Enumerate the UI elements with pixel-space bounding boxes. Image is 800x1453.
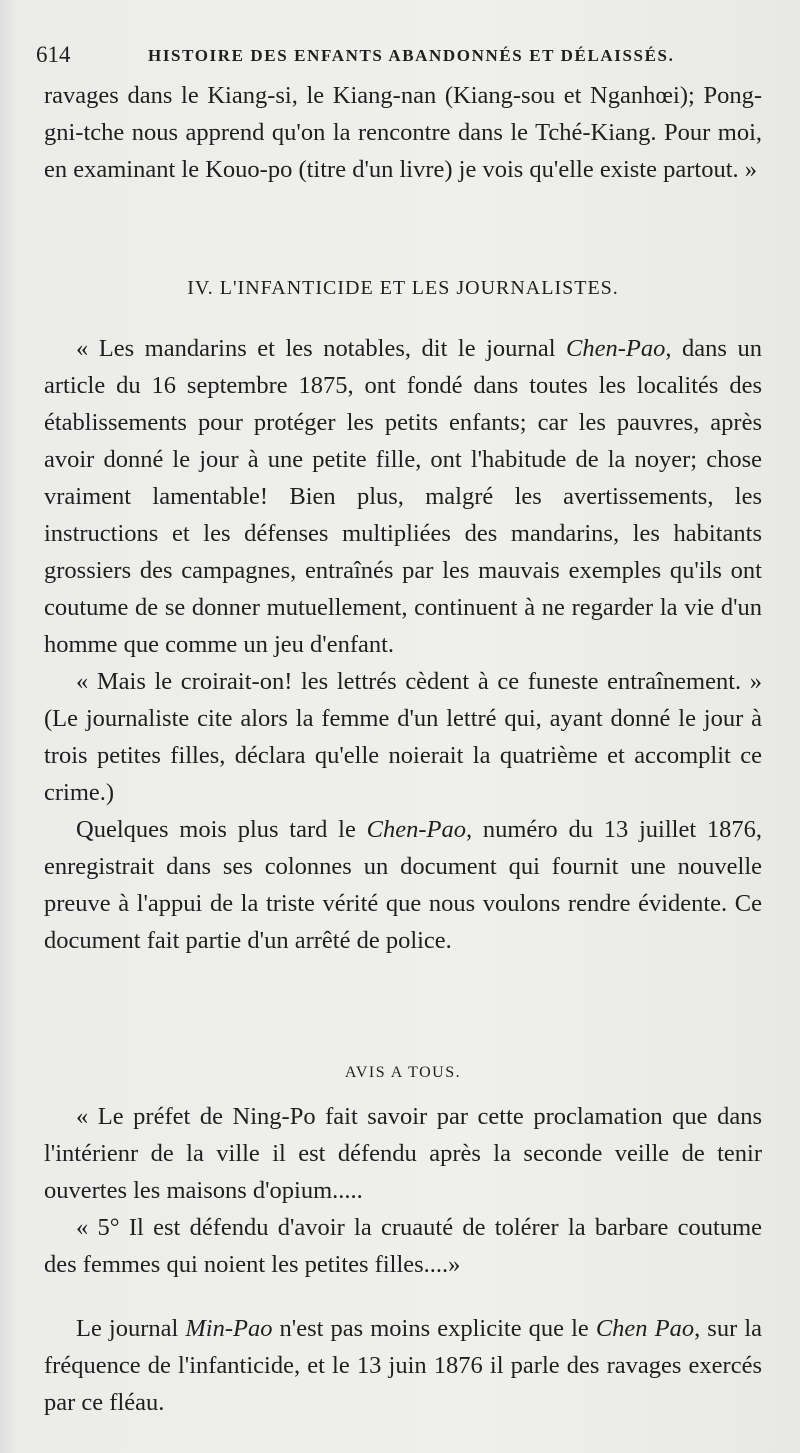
paragraph-text: , dans un article du 16 septembre 1875, ont fondé dans toutes les localités des établissements pour protéger les petits enfants; car les pauvres, après avoir donné le jour à une petite fille, ont l'habitude de la noyer; chose vraiment lamentable! Bien plus, malgré les avertissements, les instructions et les défenses multipliées des mandarins, les habitants grossiers des campagnes, entraînés par les mauvais exemples qu'ils ont coutume de se donner mutuellement, continuent à ne regarder la vie d'un homme que comme un jeu d'enfant. bbox=[44, 335, 762, 658]
paragraph-min-pao bbox=[44, 1310, 762, 1421]
page-header bbox=[36, 42, 756, 72]
journal-name: Chen-Pao bbox=[366, 816, 466, 843]
journal-name: Chen Pao bbox=[595, 1315, 695, 1342]
text-block-journal bbox=[44, 330, 762, 959]
paragraph-text: Quelques mois plus tard le bbox=[76, 816, 367, 843]
text-block-proclamation bbox=[44, 1098, 762, 1283]
journal-name: Chen-Pao bbox=[566, 335, 666, 362]
text-block-min-pao bbox=[44, 1310, 762, 1421]
running-title: HISTOIRE DES ENFANTS ABANDONNÉS ET DÉLAISSÉS. bbox=[148, 46, 675, 65]
paragraph-text: n'est pas moins explicite que le bbox=[272, 1315, 596, 1342]
paragraph-continuation: ravages dans le Kiang-si, le Kiang-nan (Kiang-sou et Nganhœi); Pong-gni-tche nous apprend qu'on la rencontre dans le Tché-Kiang. Pour moi, en examinant le Kouo-po (titre d'un livre) je vois qu'elle existe partout. » bbox=[44, 82, 762, 183]
paragraph-text: , sur la fréquence de l'infanticide, et le 13 juin 1876 il parle des ravages exercés par ce fléau. bbox=[44, 1315, 763, 1416]
section-heading: IV. L'INFANTICIDE ET LES JOURNALISTES. bbox=[187, 277, 619, 299]
text-block-intro bbox=[44, 77, 762, 188]
paragraph-text: , numéro du 13 juillet 1876, enregistrait dans ses colonnes un document qui fournit une nouvelle preuve à l'appui de la triste vérité que nous voulons rendre évidente. Ce document fait partie d'un arrêté de police. bbox=[44, 816, 763, 954]
paragraph-police-decree bbox=[44, 811, 762, 959]
paragraph-text: Le journal bbox=[76, 1315, 186, 1342]
page-number: 614 bbox=[36, 42, 71, 67]
journal-name: Min-Pao bbox=[185, 1315, 273, 1342]
paragraph-prohibition: « 5° Il est défendu d'avoir la cruauté de tolérer la barbare coutume des femmes qui noient les petites filles....» bbox=[44, 1214, 762, 1278]
paragraph-lettres: « Mais le croirait-on! les lettrés cèdent à ce funeste entraînement. » (Le journaliste cite alors la femme d'un lettré qui, ayant donné le jour à trois petites filles, déclara qu'elle noierait la quatrième et accomplit ce crime.) bbox=[44, 668, 762, 806]
paragraph-proclamation: « Le préfet de Ning-Po fait savoir par cette proclamation que dans l'intérienr de la ville il est défendu après la seconde veille de tenir ouvertes les maisons d'opium..... bbox=[44, 1103, 762, 1204]
paragraph-text: « Les mandarins et les notables, dit le journal bbox=[76, 335, 567, 362]
paragraph-chen-pao-article bbox=[44, 330, 762, 663]
notice-heading: AVIS A TOUS. bbox=[344, 1064, 462, 1081]
